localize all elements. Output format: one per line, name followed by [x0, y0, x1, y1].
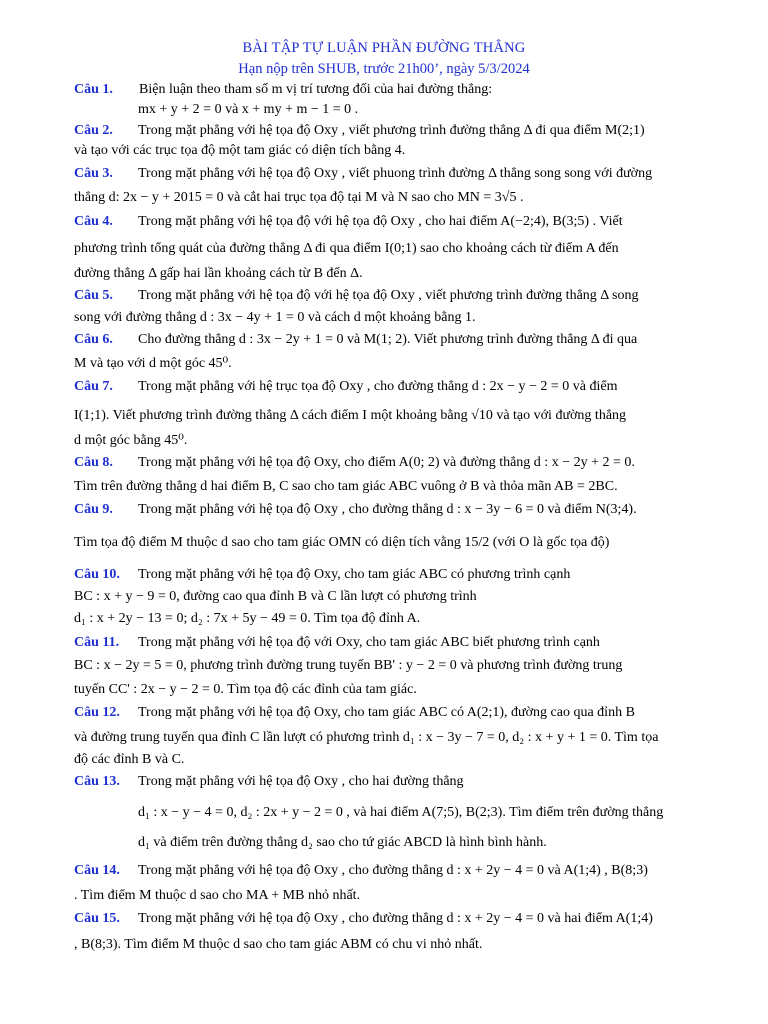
question-text: Trong mặt phẳng với hệ tọa độ Oxy, cho tam giác ABC có phương trình cạnh: [138, 567, 571, 582]
question-label: Câu 1.: [74, 82, 113, 97]
question-4-line-3: đường thẳng Δ gấp hai lần khoảng cách từ B đến Δ.: [74, 266, 363, 281]
question-9-line-1: [74, 501, 637, 519]
question-15-line-2: , B(8;3). Tìm điểm M thuộc d sao cho tam giác ABM có chu vi nhỏ nhất.: [74, 937, 483, 952]
question-6-line-1: [74, 331, 637, 349]
question-9-line-2: Tìm tọa độ điểm M thuộc d sao cho tam giác OMN có diện tích vằng 15/2 (với O là gốc tọa độ): [74, 535, 610, 550]
question-4-line-1: [74, 213, 623, 231]
question-label: Câu 12.: [74, 705, 120, 720]
question-text: Trong mặt phẳng với hệ tọa độ Oxy , cho đường thẳng d : x + 2y − 4 = 0 và hai điểm A(1;4): [138, 911, 653, 926]
question-label: Câu 8.: [74, 455, 113, 470]
question-text: Trong mặt phẳng với hệ tọa độ Oxy , cho hai đường thẳng: [138, 774, 464, 789]
question-text: Trong mặt phẳng với hệ tọa độ với hệ tọa độ Oxy , cho hai điểm A(−2;4), B(3;5) . Viết: [138, 214, 623, 229]
question-13-line-3: d₁ và điểm trên đường thẳng d₂ sao cho tứ giác ABCD là hình bình hành.: [138, 835, 547, 850]
question-label: Câu 6.: [74, 332, 113, 347]
question-14-line-2: . Tìm điểm M thuộc d sao cho MA + MB nhỏ nhất.: [74, 888, 361, 903]
question-7-line-2: I(1;1). Viết phương trình đường thẳng Δ cách điểm I một khoảng bằng √10 và tạo với đường thẳng: [74, 408, 627, 423]
question-label: Câu 5.: [74, 288, 113, 303]
question-label: Câu 3.: [74, 166, 113, 181]
question-text: Trong mặt phẳng với hệ tọa độ Oxy, cho tam giác ABC có A(2;1), đường cao qua đỉnh B: [138, 705, 635, 720]
question-12-line-3: độ các đỉnh B và C.: [74, 752, 185, 767]
question-text: Trong mặt phẳng với hệ tọa độ Oxy , cho đường thẳng d : x − 3y − 6 = 0 và điểm N(3;4).: [138, 502, 637, 517]
document-subtitle: Hạn nộp trên SHUB, trước 21h00’, ngày 5/3/2024: [238, 61, 530, 77]
document-title: BÀI TẬP TỰ LUẬN PHẦN ĐƯỜNG THẲNG: [242, 40, 526, 56]
question-6-line-2: M và tạo với d một góc 45⁰.: [74, 356, 232, 371]
question-text: Trong mặt phẳng với hệ tọa độ Oxy , cho đường thẳng d : x + 2y − 4 = 0 và A(1;4) , B(8;3): [138, 863, 648, 878]
question-label: Câu 15.: [74, 911, 120, 926]
question-label: Câu 11.: [74, 635, 120, 650]
question-7-line-3: d một góc bằng 45⁰.: [74, 433, 188, 448]
question-13-line-2: d₁ : x − y − 4 = 0, d₂ : 2x + y − 2 = 0 , và hai điểm A(7;5), B(2;3). Tìm điểm trên đường thẳng: [138, 805, 664, 820]
question-7-line-1: [74, 378, 618, 396]
question-13-line-1: [74, 773, 464, 791]
question-2-line-1: [74, 122, 645, 140]
question-text: Biện luận theo tham số m vị trí tương đối của hai đường thẳng:: [139, 82, 493, 97]
question-label: Câu 2.: [74, 123, 113, 138]
question-5-line-1: [74, 287, 638, 305]
question-8-line-2: Tìm trên đường thẳng d hai điểm B, C sao cho tam giác ABC vuông ở B và thỏa mãn AB = 2BC.: [74, 479, 618, 494]
question-text: Trong mặt phẳng với hệ tọa độ Oxy , viết phuong trình đường Δ thẳng song song với đường: [138, 166, 653, 181]
question-text: Trong mặt phẳng với hệ tọa độ Oxy , viết phương trình đường thẳng Δ đi qua điểm M(2;1): [138, 123, 645, 138]
question-11-line-3: tuyến CC' : 2x − y − 2 = 0. Tìm tọa độ các đỉnh của tam giác.: [74, 682, 417, 697]
question-10-line-2: BC : x + y − 9 = 0, đường cao qua đỉnh B và C lần lượt có phương trình: [74, 589, 477, 604]
question-label: Câu 10.: [74, 567, 120, 582]
question-text: Cho đường thẳng d : 3x − 2y + 1 = 0 và M(1; 2). Viết phương trình đường thẳng Δ đi qua: [138, 332, 638, 347]
question-label: Câu 13.: [74, 774, 120, 789]
question-10-line-1: [74, 566, 570, 584]
question-5-line-2: song với đường thẳng d : 3x − 4y + 1 = 0 và cách d một khoảng bằng 1.: [74, 310, 476, 325]
question-2-line-2: và tạo với các trục tọa độ một tam giác có diện tích bằng 4.: [74, 143, 406, 158]
question-11-line-2: BC : x − 2y = 5 = 0, phương trình đường trung tuyến BB' : y − 2 = 0 và phương trình đường trung: [74, 658, 623, 673]
question-12-line-1: [74, 704, 635, 722]
question-4-line-2: phương trình tổng quát của đường thẳng Δ đi qua điểm I(0;1) sao cho khoảng cách từ điểm A đến: [74, 241, 619, 256]
question-label: Câu 7.: [74, 379, 113, 394]
question-text: Trong mặt phẳng với hệ tọa độ Oxy, cho điểm A(0; 2) và đường thẳng d : x − 2y + 2 = 0.: [138, 455, 635, 470]
question-label: Câu 4.: [74, 214, 113, 229]
question-text: Trong mặt phẳng với hệ trục tọa độ Oxy , cho đường thẳng d : 2x − y − 2 = 0 và điểm: [138, 379, 618, 394]
question-14-line-1: [74, 862, 648, 880]
question-3-line-1: [74, 165, 652, 183]
question-3-line-2: thẳng d: 2x − y + 2015 = 0 và cắt hai trục tọa độ tại M và N sao cho MN = 3√5 .: [74, 190, 524, 205]
question-text: Trong mặt phẳng với hệ tọa độ với hệ tọa độ Oxy , viết phương trình đường thẳng Δ song: [138, 288, 639, 303]
question-10-line-3: d₁ : x + 2y − 13 = 0; d₂ : 7x + 5y − 49 = 0. Tìm tọa độ đỉnh A.: [74, 611, 421, 626]
question-12-line-2: và đường trung tuyến qua đỉnh C lần lượt có phương trình d₁ : x − 3y − 7 = 0, d₂ : x + y + 1 = 0. Tìm tọa: [74, 730, 659, 745]
question-15-line-1: [74, 910, 653, 928]
question-8-line-1: [74, 454, 635, 472]
question-1-line-1: [74, 81, 492, 99]
question-11-line-1: [74, 634, 600, 652]
question-label: Câu 9.: [74, 502, 113, 517]
question-label: Câu 14.: [74, 863, 120, 878]
question-text: Trong mặt phẳng với hệ tọa độ với Oxy, cho tam giác ABC biết phương trình cạnh: [138, 635, 600, 650]
question-1-line-2: mx + y + 2 = 0 và x + my + m − 1 = 0 .: [138, 102, 359, 117]
